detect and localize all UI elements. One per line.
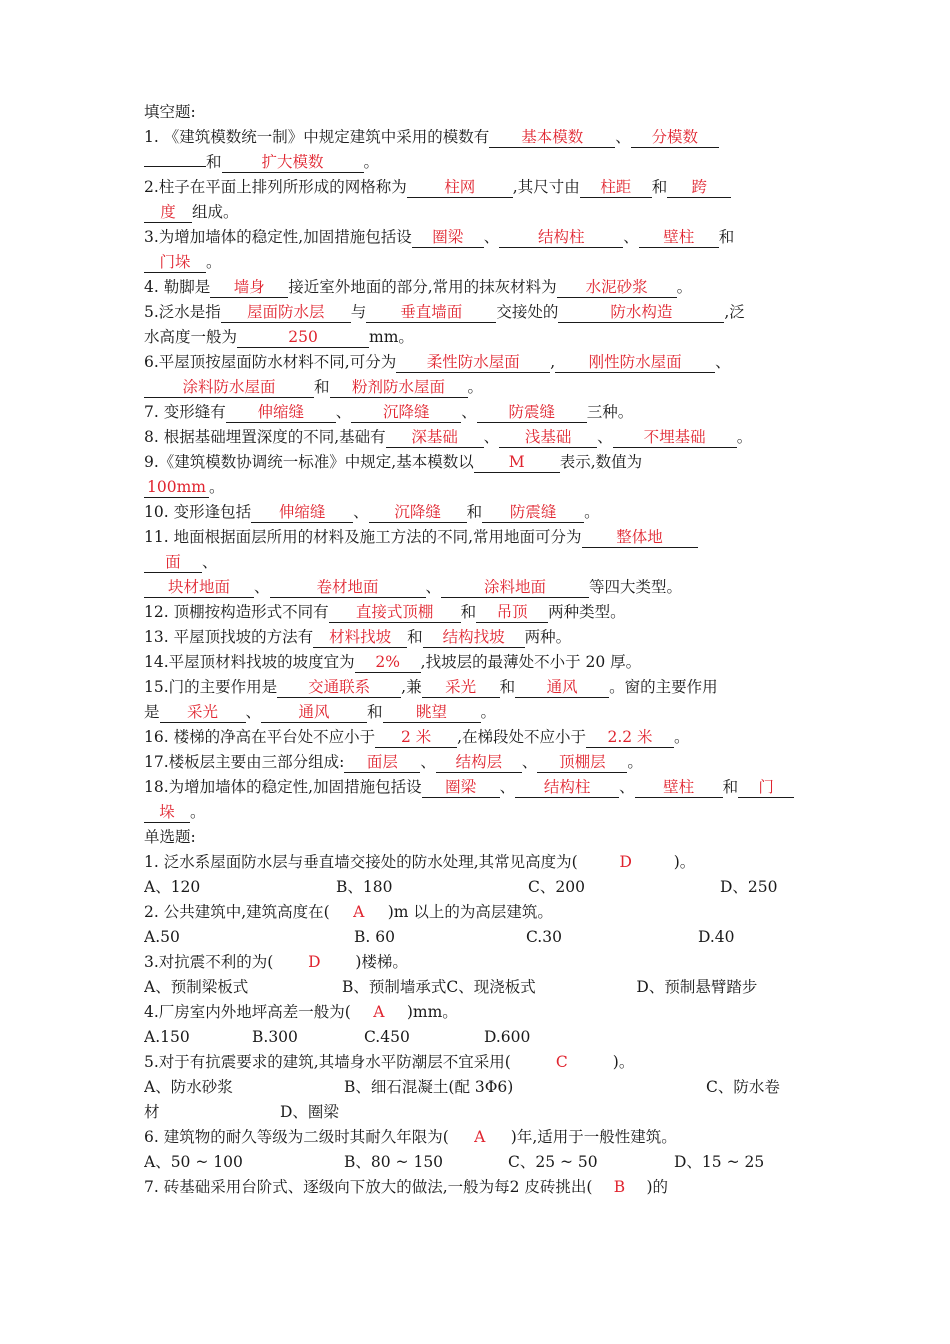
text-run: C、现浇板式 [446, 978, 536, 996]
answer-blank: 刚性防水屋面 [555, 353, 715, 373]
text-line [144, 750, 812, 775]
text-run: 5.泛水是指 [144, 303, 221, 321]
text-run: )的 [646, 1178, 669, 1196]
answer-blank: 伸缩缝 [251, 503, 353, 523]
text-run: D.40 [698, 928, 735, 946]
text-run: ,兼 [401, 678, 422, 696]
text-run: 。 [190, 803, 206, 821]
text-line [144, 225, 812, 250]
text-run: )mm。 [406, 1003, 458, 1021]
answer-blank: 顶棚层 [537, 753, 627, 773]
document-body [144, 100, 812, 1200]
text-run: 、 [483, 228, 500, 246]
text-line [144, 625, 812, 650]
text-line [144, 475, 812, 500]
text-run: 7. 变形缝有 [144, 403, 226, 421]
text-run: 、 [623, 228, 639, 246]
answer-blank: A [353, 903, 365, 921]
text-run: 和 [466, 503, 483, 521]
text-run: A、50 ~ 100 [144, 1153, 243, 1171]
text-line [144, 725, 812, 750]
text-line [144, 900, 812, 925]
text-line [144, 450, 812, 475]
answer-blank: 分模数 [631, 128, 719, 148]
text-run: 、 [202, 553, 218, 571]
text-run: 、 [597, 428, 613, 446]
answer-blank: 面 [144, 553, 202, 573]
text-run: 和 [499, 678, 516, 696]
answer-blank: 壁柱 [639, 228, 719, 248]
text-run: A.50 [144, 928, 180, 946]
text-run: 。 [480, 703, 497, 721]
text-run: )楼梯。 [355, 953, 408, 971]
answer-blank: 整体地 [582, 528, 698, 548]
text-run: 、 [619, 778, 635, 796]
text-run: 12. 顶棚按构造形式不同有 [144, 603, 329, 621]
answer-blank: 柱距 [580, 178, 652, 198]
text-run: ,找坡层的最薄处不小于 20 厚。 [420, 653, 642, 671]
answer-blank: 材料找坡 [313, 628, 407, 648]
text-line [144, 700, 812, 725]
answer-blank: 面层 [344, 753, 420, 773]
text-run: 、 [425, 578, 442, 596]
answer-blank: 通风 [515, 678, 609, 698]
text-line [144, 300, 812, 325]
text-line [144, 1000, 812, 1025]
answer-blank [144, 166, 206, 167]
text-line [144, 600, 812, 625]
text-run: D、预制悬臂踏步 [636, 978, 758, 996]
text-run: , [550, 353, 556, 371]
text-run: 18.为增加墙体的稳定性,加固措施包括设 [144, 778, 422, 796]
answer-blank: 采光 [160, 703, 246, 723]
text-run: 是 [144, 703, 160, 721]
text-run: 3.对抗震不利的为( [144, 953, 274, 971]
text-line [144, 925, 812, 950]
text-run: D、250 [720, 878, 778, 896]
answer-blank: 涂料地面 [441, 578, 589, 598]
answer-blank: 100mm [144, 478, 209, 498]
text-line [144, 550, 812, 575]
text-line [144, 275, 812, 300]
text-run: 、 [245, 703, 262, 721]
text-line [144, 525, 812, 550]
answer-blank: 门垛 [144, 253, 206, 273]
text-run: 水高度一般为 [144, 328, 238, 346]
answer-blank: 块材地面 [144, 578, 254, 598]
text-run: C、200 [528, 878, 585, 896]
text-run: C、25 ~ 50 [508, 1153, 598, 1171]
text-run: 接近室外地面的部分,常用的抹灰材料为 [288, 278, 557, 296]
answer-blank: 防震缝 [482, 503, 584, 523]
text-run: 。 [736, 428, 753, 446]
answer-blank: 圈梁 [412, 228, 484, 248]
answer-blank: 粉剂防水屋面 [330, 378, 468, 398]
text-run: 、 [335, 403, 352, 421]
text-run: 1. 《建筑模数统一制》中规定建筑中采用的模数有 [144, 128, 490, 146]
text-run: C.450 [364, 1028, 410, 1046]
text-run: A、防水砂浆 [144, 1078, 233, 1096]
answer-blank: 伸缩缝 [226, 403, 336, 423]
answer-blank: D [308, 953, 321, 971]
text-run: 两种类型。 [548, 603, 626, 621]
text-run: C.30 [526, 928, 562, 946]
answer-blank: 跨 [667, 178, 731, 198]
text-run: D.600 [484, 1028, 531, 1046]
answer-blank: 屋面防水层 [221, 303, 351, 323]
text-run: )年,适用于一般性建筑。 [510, 1128, 677, 1146]
answer-blank: 结构层 [436, 753, 522, 773]
answer-blank: 垛 [144, 803, 190, 823]
answer-blank: 防水构造 [558, 303, 724, 323]
answer-blank: 2.2 米 [586, 728, 674, 748]
text-run: 和 [206, 153, 222, 171]
text-run: 。窗的主要作用 [609, 678, 718, 696]
text-line [144, 825, 812, 850]
text-line [144, 250, 812, 275]
text-run: 15.门的主要作用是 [144, 678, 278, 696]
text-run: 。 [676, 278, 693, 296]
text-line [144, 425, 812, 450]
text-line [144, 1050, 812, 1075]
text-line [144, 1100, 812, 1125]
text-run: 4. 勒脚是 [144, 278, 211, 296]
text-run: 和 [722, 778, 739, 796]
text-run: 材 [144, 1103, 160, 1121]
text-run: 2.柱子在平面上排列所形成的网格称为 [144, 178, 407, 196]
text-run: ,其尺寸由 [512, 178, 580, 196]
answer-blank: 结构柱 [499, 228, 623, 248]
answer-blank: 基本模数 [489, 128, 615, 148]
text-run: 和 [651, 178, 668, 196]
text-run: 三种。 [586, 403, 634, 421]
text-run: 、 [499, 778, 516, 796]
text-run: B. 60 [354, 928, 395, 946]
text-run: 16. 楼梯的净高在平台处不应小于 [144, 728, 376, 746]
text-run: ,泛 [724, 303, 745, 321]
answer-blank: 柔性防水屋面 [396, 353, 550, 373]
text-run: 10. 变形逢包括 [144, 503, 252, 521]
answer-blank: 度 [144, 203, 192, 223]
text-run: A、预制梁板式 [144, 978, 249, 996]
text-run: 组成。 [192, 203, 239, 221]
text-line [144, 175, 812, 200]
text-run: B.300 [252, 1028, 298, 1046]
text-line [144, 1125, 812, 1150]
text-run: 17.楼板层主要由三部分组成: [144, 753, 345, 771]
answer-blank: 结构找坡 [423, 628, 525, 648]
answer-blank: 浅基础 [499, 428, 597, 448]
text-line [144, 675, 812, 700]
answer-blank: 门 [738, 778, 794, 798]
text-run: 、 [715, 353, 731, 371]
text-run: 和 [367, 703, 383, 721]
text-line [144, 775, 812, 800]
text-run: 两种。 [524, 628, 572, 646]
text-line [144, 200, 812, 225]
answer-blank: 垂直墙面 [366, 303, 496, 323]
answer-blank: 采光 [422, 678, 500, 698]
text-run: B、80 ~ 150 [344, 1153, 444, 1171]
text-run: ,在梯段处不应小于 [457, 728, 587, 746]
text-run: B、细石混凝土(配 3Φ6) [344, 1078, 514, 1096]
text-run: B、预制墙承式 [342, 978, 447, 996]
answer-blank: 通风 [261, 703, 367, 723]
text-run: 填空题: [144, 103, 196, 121]
text-line [144, 125, 812, 150]
answer-blank: 防震缝 [477, 403, 587, 423]
text-run: 、 [254, 578, 270, 596]
answer-blank: 2% [355, 653, 421, 673]
text-run: 7. 砖基础采用台阶式、逐级向下放大的做法,一般为每2 皮砖挑出( [144, 1178, 593, 1196]
text-run: 4.厂房室内外地坪高差一般为( [144, 1003, 351, 1021]
answer-blank: 结构柱 [515, 778, 619, 798]
text-line [144, 1025, 812, 1050]
text-run: 。 [674, 728, 690, 746]
answer-blank: 深基础 [386, 428, 484, 448]
text-line [144, 800, 812, 825]
answer-blank: 沉降缝 [351, 403, 461, 423]
answer-blank: B [613, 1178, 626, 1196]
text-run: mm。 [369, 328, 414, 346]
text-line [144, 375, 812, 400]
answer-blank: 圈梁 [422, 778, 500, 798]
text-line [144, 950, 812, 975]
text-run: C、防水卷 [706, 1078, 780, 1096]
answer-blank: A [474, 1128, 486, 1146]
text-run: )。 [612, 1053, 635, 1071]
text-run: 2. 公共建筑中,建筑高度在( [144, 903, 330, 921]
text-run: 5.对于有抗震要求的建筑,其墙身水平防潮层不宜采用( [144, 1053, 511, 1071]
text-run: 14.平屋顶材料找坡的坡度宜为 [144, 653, 355, 671]
answer-blank: 柱网 [407, 178, 513, 198]
answer-blank: 卷材地面 [270, 578, 426, 598]
text-run: 与 [350, 303, 367, 321]
text-run: 等四大类型。 [589, 578, 683, 596]
text-run: 、 [521, 753, 538, 771]
text-run: 表示,数值为 [559, 453, 643, 471]
answer-blank: 墙身 [210, 278, 288, 298]
text-run: 和 [718, 228, 735, 246]
answer-blank: 壁柱 [635, 778, 723, 798]
answer-blank: 涂料防水屋面 [144, 378, 314, 398]
text-run: 13. 平屋顶找坡的方法有 [144, 628, 314, 646]
text-line [144, 850, 812, 875]
text-run: )。 [673, 853, 696, 871]
text-line [144, 150, 812, 175]
text-run: 。 [467, 378, 484, 396]
text-line [144, 1150, 812, 1175]
answer-blank: 扩大模数 [222, 153, 364, 173]
answer-blank: 水泥砂浆 [557, 278, 677, 298]
text-run: 、 [420, 753, 436, 771]
text-run: 交接处的 [496, 303, 559, 321]
answer-blank: 不埋基础 [613, 428, 737, 448]
text-line [144, 1075, 812, 1100]
text-run: 和 [407, 628, 423, 646]
answer-blank: 2 米 [375, 728, 457, 748]
answer-blank: 吊顶 [476, 603, 548, 623]
text-run: 单选题: [144, 828, 196, 846]
answer-blank: C [555, 1053, 568, 1071]
text-run: 3.为增加墙体的稳定性,加固措施包括设 [144, 228, 412, 246]
text-run: A、120 [144, 878, 201, 896]
answer-blank: 眺望 [383, 703, 481, 723]
text-line [144, 400, 812, 425]
text-run: D、15 ~ 25 [674, 1153, 765, 1171]
answer-blank: 交通联系 [277, 678, 401, 698]
text-line [144, 650, 812, 675]
text-line [144, 1175, 812, 1200]
text-run: 。 [627, 753, 643, 771]
text-run: 和 [460, 603, 477, 621]
text-line [144, 350, 812, 375]
text-line [144, 975, 812, 1000]
text-line [144, 575, 812, 600]
text-run: 8. 根据基础埋置深度的不同,基础有 [144, 428, 386, 446]
answer-blank: A [373, 1003, 385, 1021]
text-line [144, 100, 812, 125]
text-run: D、圈梁 [280, 1103, 339, 1121]
answer-blank: 沉降缝 [369, 503, 467, 523]
text-run: 1. 泛水系屋面防水层与垂直墙交接处的防水处理,其常见高度为( [144, 853, 578, 871]
text-run: 、 [461, 403, 477, 421]
text-run: 。 [584, 503, 600, 521]
text-run: 、 [483, 428, 500, 446]
text-run: 。 [206, 253, 222, 271]
text-run: 。 [363, 153, 380, 171]
text-run: 9.《建筑模数协调统一标准》中规定,基本模数以 [144, 453, 474, 471]
text-run: B、180 [336, 878, 393, 896]
text-run: )m 以上的为高层建筑。 [387, 903, 553, 921]
answer-blank: D [619, 853, 632, 871]
text-run: 、 [615, 128, 631, 146]
text-run: 6.平屋顶按屋面防水材料不同,可分为 [144, 353, 397, 371]
text-line [144, 875, 812, 900]
text-run: 、 [353, 503, 369, 521]
text-run: 和 [314, 378, 330, 396]
answer-blank: 250 [237, 328, 369, 348]
text-run: A.150 [144, 1028, 190, 1046]
text-run: 6. 建筑物的耐久等级为二级时其耐久年限为( [144, 1128, 449, 1146]
text-line [144, 325, 812, 350]
text-run: 11. 地面根据面层所用的材料及施工方法的不同,常用地面可分为 [144, 528, 582, 546]
answer-blank: M [474, 453, 560, 473]
text-line [144, 500, 812, 525]
text-run: 。 [208, 478, 225, 496]
answer-blank: 直接式顶棚 [329, 603, 461, 623]
